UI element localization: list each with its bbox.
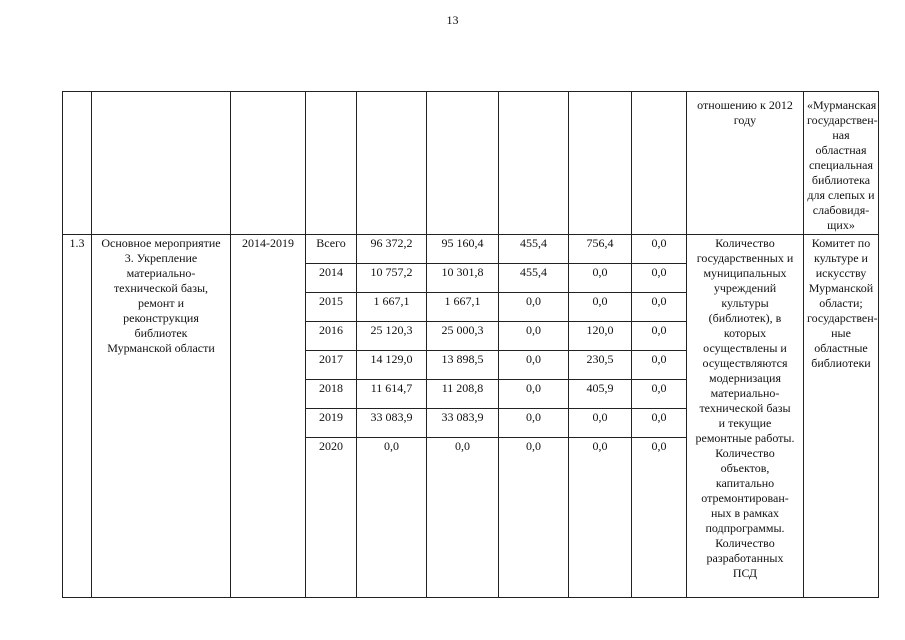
other-cell: 0,0: [632, 235, 687, 264]
federal-cell: 0,0: [499, 322, 569, 351]
local-cell: 0,0: [569, 264, 632, 293]
other-cell: 0,0: [632, 293, 687, 322]
cont-num-cell: [63, 92, 92, 235]
local-cell: 405,9: [569, 380, 632, 409]
other-cell: 0,0: [632, 409, 687, 438]
total-cell: 10 757,2: [357, 264, 427, 293]
local-cell: 120,0: [569, 322, 632, 351]
local-cell: 0,0: [569, 409, 632, 438]
page-number: 13: [446, 13, 459, 27]
year-cell: Всего: [306, 235, 357, 264]
continuation-row: [63, 92, 879, 235]
year-cell: 2015: [306, 293, 357, 322]
regional-cell: 11 208,8: [427, 380, 499, 409]
local-cell: 0,0: [569, 438, 632, 598]
other-cell: 0,0: [632, 351, 687, 380]
cont-regional-cell: [427, 92, 499, 235]
regional-cell: 1 667,1: [427, 293, 499, 322]
cont-indicator-cell: отношению к 2012 году: [687, 92, 804, 235]
federal-cell: 0,0: [499, 409, 569, 438]
other-cell: 0,0: [632, 380, 687, 409]
total-cell: 14 129,0: [357, 351, 427, 380]
cont-year-cell: [306, 92, 357, 235]
local-cell: 0,0: [569, 293, 632, 322]
regional-cell: 0,0: [427, 438, 499, 598]
local-cell: 756,4: [569, 235, 632, 264]
federal-cell: 0,0: [499, 293, 569, 322]
regional-cell: 25 000,3: [427, 322, 499, 351]
total-cell: 25 120,3: [357, 322, 427, 351]
cont-other-cell: [632, 92, 687, 235]
total-cell: 11 614,7: [357, 380, 427, 409]
total-cell: 1 667,1: [357, 293, 427, 322]
regional-cell: 10 301,8: [427, 264, 499, 293]
federal-cell: 455,4: [499, 264, 569, 293]
local-cell: 230,5: [569, 351, 632, 380]
executors-cell: Комитет по культуре и искусству Мурманской области; государствен- ные областные библиотеки: [804, 235, 879, 598]
cont-local-cell: [569, 92, 632, 235]
total-cell: 33 083,9: [357, 409, 427, 438]
total-cell: 0,0: [357, 438, 427, 598]
cont-total-cell: [357, 92, 427, 235]
year-cell: 2019: [306, 409, 357, 438]
federal-cell: 455,4: [499, 235, 569, 264]
year-cell: 2017: [306, 351, 357, 380]
program-table: [62, 91, 879, 598]
year-cell: 2014: [306, 264, 357, 293]
other-cell: 0,0: [632, 322, 687, 351]
regional-cell: 33 083,9: [427, 409, 499, 438]
indicators-cell: Количество государственных и муниципальных учреждений культуры (библиотек), в которых осуществлены и осуществляются модернизация материально- технической базы и текущие ремонтные работы. Количество объектов, капитально отремонтирован- ных в рамках подпрограммы. Количество разработанных ПСД: [687, 235, 804, 598]
other-cell: 0,0: [632, 264, 687, 293]
item-period: 2014-2019: [231, 235, 306, 598]
cont-name-cell: [92, 92, 231, 235]
cont-executor-cell: «Мурманская государствен- ная областная специальная библиотека для слепых и слабовидя- щих»: [804, 92, 879, 235]
regional-cell: 13 898,5: [427, 351, 499, 380]
cont-period-cell: [231, 92, 306, 235]
federal-cell: 0,0: [499, 380, 569, 409]
item-number: 1.3: [63, 235, 92, 598]
table-row: [63, 235, 879, 264]
year-cell: 2020: [306, 438, 357, 598]
year-cell: 2018: [306, 380, 357, 409]
federal-cell: 0,0: [499, 351, 569, 380]
federal-cell: 0,0: [499, 438, 569, 598]
regional-cell: 95 160,4: [427, 235, 499, 264]
cont-federal-cell: [499, 92, 569, 235]
year-cell: 2016: [306, 322, 357, 351]
item-name: Основное мероприятие 3. Укрепление материально- технической базы, ремонт и реконструкция библиотек Мурманской области: [92, 235, 231, 598]
total-cell: 96 372,2: [357, 235, 427, 264]
other-cell: 0,0: [632, 438, 687, 598]
